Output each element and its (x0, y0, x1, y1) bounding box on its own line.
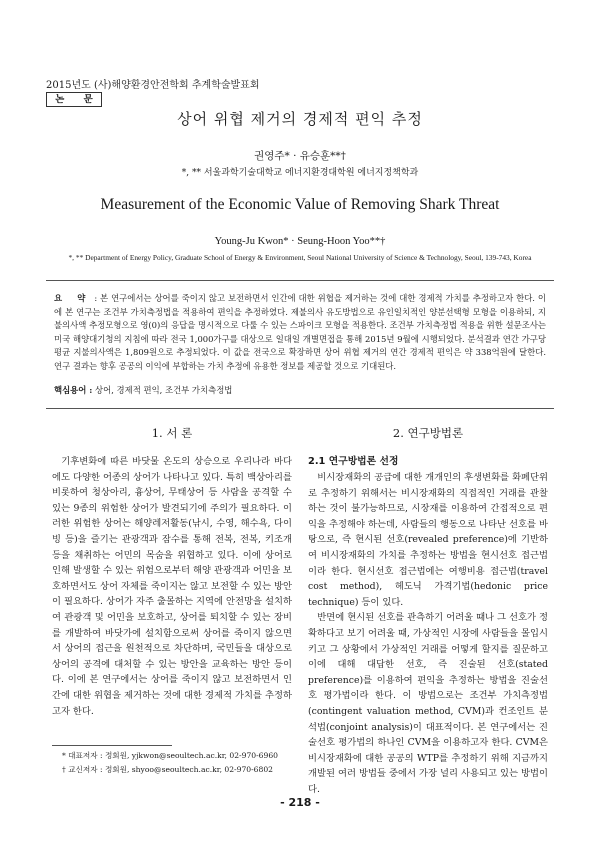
keywords (54, 384, 546, 396)
section-2-1-heading: 2.1 연구방법론 선정 (308, 456, 399, 467)
paragraph: 기후변화에 따른 바닷물 온도의 상승으로 우리나라 바다에도 다양한 어종의 상어가 나타나고 있다. 특히 백상아리를 비롯하여 청상아리, 흉상어, 무태상어 등 사람을 공격할 수 있는 9종의 위험한 상어가 발견되기에 주의가 필요하다. 이러한 위험한 상어는 해양레저활동(낚시, 수영, 해수욕, 다이빙 등)을 즐기는 관광객과 잠수를 통해 전복, 전복, 키조개 등을 채취하는 어민의 목숨을 위협하고 있다. 이에 상어로 인해 발생할 수 있는 위험으로부터 해양 관광객과 어민을 보호하면서도 상어 자체를 죽이지는 않고 보전할 수 있는 방안이 필요하다. 상어가 자주 출몰하는 지역에 안전망을 설치하여 관광객 및 어민을 보호하고, 상어를 퇴치할 수 있는 장비를 개발하여 바닷가에 설치함으로써 상어를 죽이지 않으면서 상어의 접근을 원천적으로 차단하며, 국민들을 대상으로 상어의 공격에 대처할 수 있는 방안을 교육하는 방안 등이다. 이에 본 연구에서는 상어를 죽이지 않고 보전하면서 인간에 대한 위협을 제거하는 것에 대한 경제적 가치를 추정하고자 한다. (52, 456, 292, 717)
footnote-corresponding: † 교신저자 : 정회원, shyoo@seoultech.ac.kr, 02-970-6802 (62, 765, 274, 774)
abstract-text: : 본 연구에서는 상어를 죽이지 않고 보전하면서 인간에 대한 위협을 제거하는 것에 대한 경제적 가치를 추정하고자 한다. 이에 본 연구는 조건부 가치측정법을 적용하여 편익을 추정하였다. 제불의사 유도방법으로 유인일치적인 양분선택형 모형을 이용하되, 지불의사액 추정모형으로 영(0)의 응답을 명시적으로 다룰 수 있는 스파이크 모형을 적용한다. 조건부 가치측정법 적용을 위한 설문조사는 미국 해양대기청의 지침에 따라 전국 1,000가구를 대상으로 일대일 개별면접을 통해 2015년 9월에 시행되었다. 분석결과 연간 가구당 평균 지불의사액은 1,809원으로 추정되었다. 이 값을 전국으로 확장하면 상어 위협 제거의 연간 경제적 편익은 약 338억원에 달한다. 연구 결과는 향후 공공의 이익에 부합하는 가치 추정에 유용한 정보를 제공할 것으로 기대된다. (54, 293, 546, 371)
footnote-author: * 대표저자 : 정회원, yjkwon@seoultech.ac.kr, 02-970-6960 (62, 751, 278, 760)
article-type-badge: 논 문 (46, 92, 102, 107)
section-1-heading: 1. 서 론 (151, 426, 193, 440)
page-number: - 218 - (280, 796, 320, 809)
footnote-rule (52, 745, 172, 746)
section-1-body (52, 454, 292, 719)
affiliation-english: *, ** Department of Energy Policy, Graduate School of Energy & Environment, Seoul National University of Science & Technology, Seoul, 139-743, Korea (68, 253, 532, 262)
authors-korean: 권영주* · 유승훈**† (254, 150, 346, 162)
section-2-heading: 2. 연구방법론 (392, 426, 464, 440)
title-korean: 상어 위협 제거의 경제적 편익 추정 (177, 110, 423, 128)
section-2-body (308, 470, 548, 797)
keywords-label: 핵심용어 : (54, 385, 93, 395)
abstract-label: 요 약 (54, 293, 92, 303)
abstract-top-rule (46, 280, 554, 281)
conference-name: 2015년도 (사)해양환경안전학회 추계학술발표회 (46, 80, 260, 91)
affiliation-korean: *, ** 서울과학기술대학교 에너지환경대학원 에너지정책학과 (181, 168, 419, 178)
keywords-text: 상어, 경제적 편익, 조건부 가치측정법 (95, 385, 233, 395)
abstract (54, 292, 546, 373)
authors-english: Young-Ju Kwon* · Seung-Hoon Yoo**† (214, 236, 386, 247)
paragraph: 반면에 현시된 선호를 관측하기 어려울 때나 그 선호가 정확하다고 보기 어려울 때, 가상적인 시장에 사람들을 몰입시키고 그 상황에서 가상적인 거래를 어떻게 할지를 질문하고 이에 대해 대답한 선호, 즉 진술된 선호(stated preference)를 이용하여 편익을 추정하는 방법을 진술선호 평가법이라 한다. 이 방법으로는 조건부 가치측정법(contingent valuation method, CVM)과 컨조인트 분석법(conjoint analysis)이 대표적이다. 본 연구에서는 진술선호 평가법의 하나인 CVM을 이용하고자 한다. CVM은 비시장재화에 대한 공공의 WTP를 추정하기 위해 지금까지 개발된 여러 방법들 중에서 가장 널리 사용되고 있는 방법이다. (308, 612, 548, 795)
abstract-bottom-rule (46, 408, 554, 409)
paragraph: 비시장재화의 공급에 대한 개개인의 후생변화를 화폐단위로 추정하기 위해서는 비시장재화의 직접적인 거래를 관찰하는 것이 불가능하므로, 시장재를 이용하여 간접적으로 편익을 추정해야 하는데, 사람들의 행동으로 나타난 선호를 바탕으로, 즉 현시된 선호(revealed preference)에 기반하여 비시장재화의 가치를 추정하는 방법을 현시선호 접근법이라 한다. 현시선호 접근법에는 여행비용 접근법(travel cost method), 헤도닉 가격기법(hedonic price technique) 등이 있다. (308, 472, 548, 608)
title-english: Measurement of the Economic Value of Removing Shark Threat (100, 196, 500, 213)
